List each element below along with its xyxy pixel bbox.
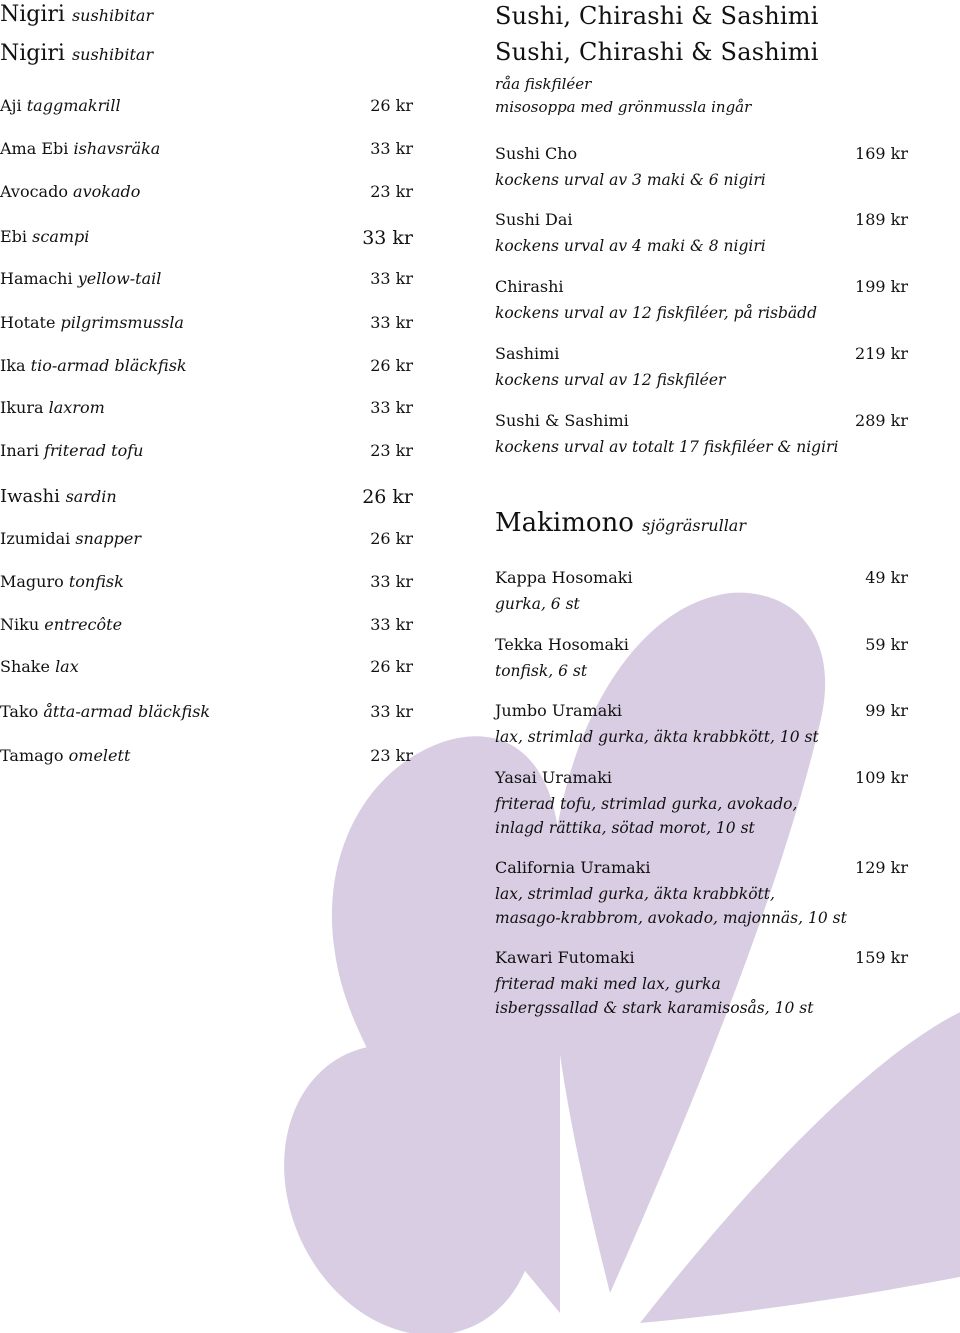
item-desc: tonfisk, 6 st bbox=[495, 662, 588, 680]
price: 159 kr bbox=[855, 948, 908, 967]
nigiri-item-iwashi: Iwashi sardin 26 kr bbox=[0, 486, 413, 508]
item-name: Chirashi bbox=[495, 277, 564, 296]
nigiri-item-avocado: Avocado avokado 23 kr bbox=[0, 182, 413, 201]
maki-item-yasai bbox=[495, 768, 908, 840]
nigiri-item-tamago: Tamago omelett 23 kr bbox=[0, 746, 413, 765]
price: 23 kr bbox=[370, 182, 413, 201]
sushi-note: misosoppa med grönmussla ingår bbox=[495, 98, 752, 116]
price: 26 kr bbox=[370, 529, 413, 548]
price: 23 kr bbox=[370, 441, 413, 460]
nigiri-item-inari: Inari friterad tofu 23 kr bbox=[0, 441, 413, 460]
price: 33 kr bbox=[370, 702, 413, 721]
item-desc: friterad tofu, strimlad gurka, avokado, bbox=[495, 795, 798, 813]
item-name: Sushi & Sashimi bbox=[495, 411, 629, 430]
makimono-title bbox=[495, 508, 746, 538]
price: 33 kr bbox=[370, 269, 413, 288]
price: 59 kr bbox=[865, 635, 908, 654]
item-name: Sashimi bbox=[495, 344, 560, 363]
price: 23 kr bbox=[370, 746, 413, 765]
nigiri-item-hotate: Hotate pilgrimsmussla 33 kr bbox=[0, 313, 413, 332]
price: 189 kr bbox=[855, 210, 908, 229]
price: 26 kr bbox=[370, 96, 413, 115]
price: 33 kr bbox=[370, 313, 413, 332]
price: 219 kr bbox=[855, 344, 908, 363]
price: 129 kr bbox=[855, 858, 908, 877]
item-desc: friterad maki med lax, gurka bbox=[495, 975, 721, 993]
sushi-item-dai bbox=[495, 210, 908, 258]
item-desc: kockens urval av totalt 17 fiskfiléer & nigiri bbox=[495, 438, 839, 456]
item-desc: inlagd rättika, sötad morot, 10 st bbox=[495, 819, 755, 837]
item-name: Tekka Hosomaki bbox=[495, 635, 629, 654]
item-desc: kockens urval av 4 maki & 8 nigiri bbox=[495, 237, 766, 255]
makimono-title-text: Makimono bbox=[495, 508, 634, 538]
price: 169 kr bbox=[855, 144, 908, 163]
maki-item-jumbo bbox=[495, 701, 908, 749]
price: 99 kr bbox=[865, 701, 908, 720]
item-desc: kockens urval av 3 maki & 6 nigiri bbox=[495, 171, 766, 189]
makimono-subtitle: sjögräsrullar bbox=[642, 516, 746, 535]
price: 49 kr bbox=[865, 568, 908, 587]
nigiri-item-ama-ebi: Ama Ebi ishavsräka 33 kr bbox=[0, 139, 413, 158]
item-desc: lax, strimlad gurka, äkta krabbkött, bbox=[495, 885, 775, 903]
item-desc: gurka, 6 st bbox=[495, 595, 580, 613]
nigiri-title bbox=[0, 2, 153, 27]
price: 26 kr bbox=[370, 657, 413, 676]
nigiri-item-niku: Niku entrecôte 33 kr bbox=[0, 615, 413, 634]
maki-item-tekka bbox=[495, 635, 908, 683]
nigiri-item-izumidai: Izumidai snapper 26 kr bbox=[0, 529, 413, 548]
nigiri-item-maguro: Maguro tonfisk 33 kr bbox=[0, 572, 413, 591]
price: 33 kr bbox=[370, 139, 413, 158]
price: 33 kr bbox=[370, 572, 413, 591]
item-name: Kappa Hosomaki bbox=[495, 568, 633, 587]
maki-item-kappa bbox=[495, 568, 908, 616]
nigiri-item-tako: Tako åtta-armad bläckfisk 33 kr bbox=[0, 702, 413, 721]
price: 26 kr bbox=[370, 356, 413, 375]
item-desc: kockens urval av 12 fiskfiléer bbox=[495, 371, 726, 389]
nigiri-title-repeat bbox=[0, 41, 153, 66]
item-name: Jumbo Uramaki bbox=[495, 701, 623, 720]
price: 33 kr bbox=[370, 615, 413, 634]
nigiri-title-text: Nigiri bbox=[0, 2, 65, 27]
item-name: Sushi Dai bbox=[495, 210, 573, 229]
sushi-subtitle: råa fiskfiléer bbox=[495, 75, 592, 93]
maki-item-kawari bbox=[495, 948, 908, 1020]
item-desc: kockens urval av 12 fiskfiléer, på risbädd bbox=[495, 304, 817, 322]
nigiri-subtitle: sushibitar bbox=[71, 6, 154, 25]
nigiri-item-ikura: Ikura laxrom 33 kr bbox=[0, 398, 413, 417]
sushi-title: Sushi, Chirashi & Sashimi bbox=[495, 2, 819, 30]
item-name: Sushi Cho bbox=[495, 144, 578, 163]
item-desc: isbergssallad & stark karamisosås, 10 st bbox=[495, 999, 814, 1017]
sushi-title-repeat: Sushi, Chirashi & Sashimi bbox=[495, 38, 819, 66]
item-desc: lax, strimlad gurka, äkta krabbkött, 10 st bbox=[495, 728, 819, 746]
nigiri-item-ebi: Ebi scampi 33 kr bbox=[0, 227, 413, 249]
sushi-item-sashimi bbox=[495, 344, 908, 392]
item-name: Yasai Uramaki bbox=[495, 768, 613, 787]
nigiri-item-ika: Ika tio-armad bläckfisk 26 kr bbox=[0, 356, 413, 375]
price: 33 kr bbox=[362, 227, 413, 249]
nigiri-subtitle: sushibitar bbox=[71, 45, 154, 64]
price: 109 kr bbox=[855, 768, 908, 787]
item-name: Kawari Futomaki bbox=[495, 948, 635, 967]
price: 26 kr bbox=[362, 486, 413, 508]
sushi-item-cho bbox=[495, 144, 908, 192]
sushi-item-sushi-sashimi bbox=[495, 411, 908, 459]
item-name: California Uramaki bbox=[495, 858, 651, 877]
nigiri-item-hamachi: Hamachi yellow-tail 33 kr bbox=[0, 269, 413, 288]
maki-item-california bbox=[495, 858, 908, 930]
nigiri-title-text: Nigiri bbox=[0, 41, 65, 66]
nigiri-item-shake: Shake lax 26 kr bbox=[0, 657, 413, 676]
sushi-item-chirashi bbox=[495, 277, 908, 325]
price: 289 kr bbox=[855, 411, 908, 430]
item-desc: masago-krabbrom, avokado, majonnäs, 10 st bbox=[495, 909, 847, 927]
nigiri-item-aji: Aji taggmakrill 26 kr bbox=[0, 96, 413, 115]
price: 33 kr bbox=[370, 398, 413, 417]
price: 199 kr bbox=[855, 277, 908, 296]
